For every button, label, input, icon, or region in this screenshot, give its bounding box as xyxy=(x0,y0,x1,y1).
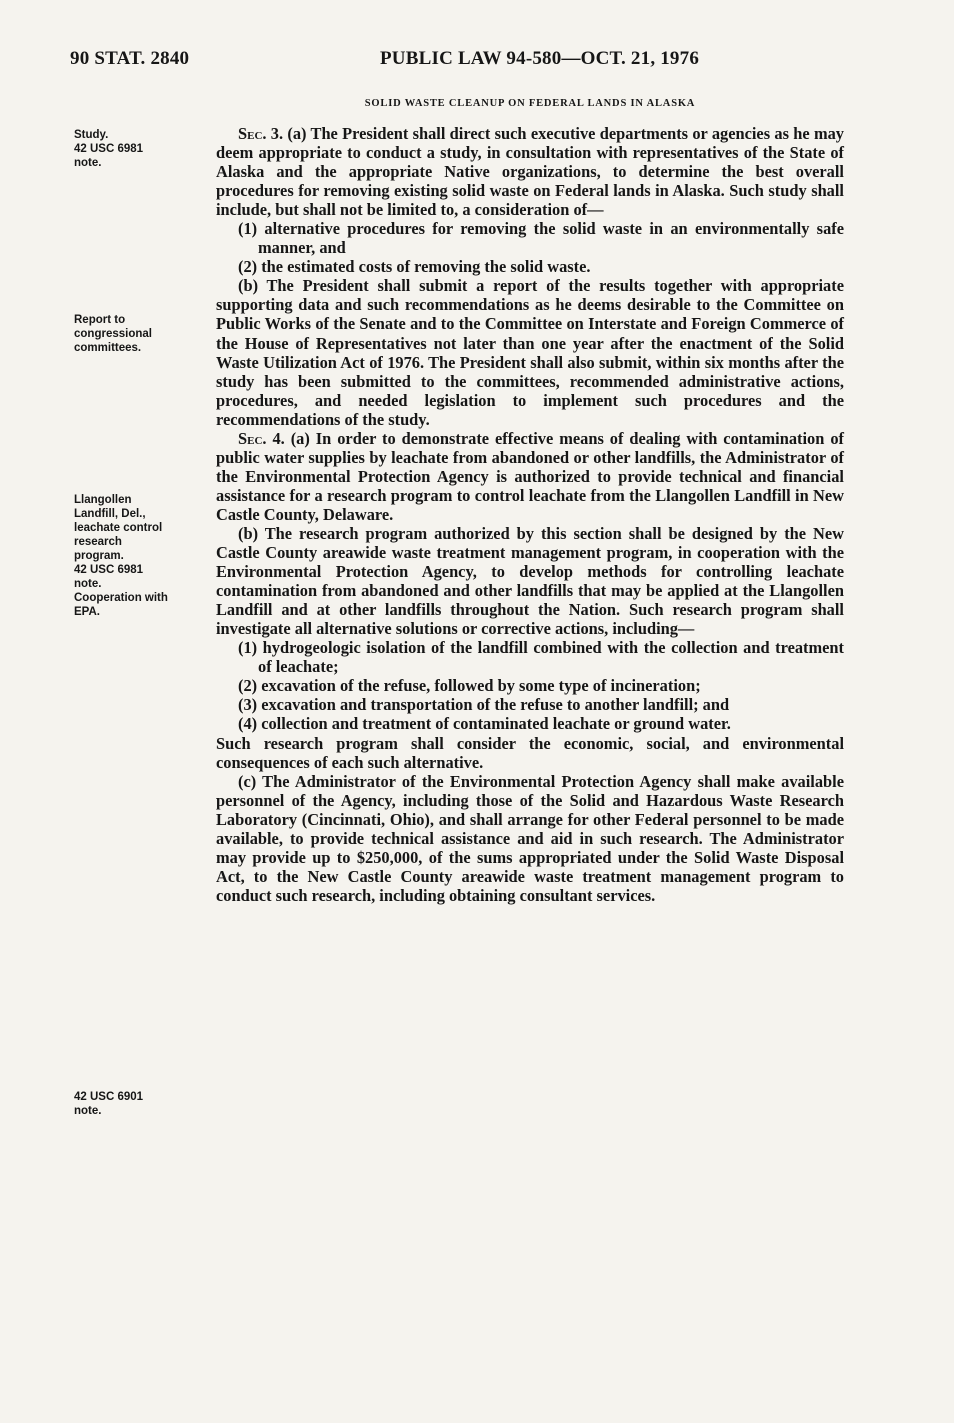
margin-note-line: note. xyxy=(74,578,102,590)
margin-note-usc-6901 xyxy=(74,1090,214,1118)
document-body xyxy=(216,124,844,905)
margin-note-line: 42 USC 6981 xyxy=(74,143,144,155)
margin-note-line: committees. xyxy=(74,342,142,354)
paragraph-text: (a) In order to demonstrate effective means of dealing with contamination of public water supplies by leachate from abandoned or other landfills, the Administrator of the Environmental Protection Agency is authorized to provide technical and financial assistance for a research program to control leachate from the Llangollen Landfill in New Castle County, Delaware. xyxy=(216,428,844,524)
margin-note-line: Cooperation with xyxy=(74,592,168,604)
margin-note-line: EPA. xyxy=(74,606,100,618)
margin-note-line: research xyxy=(74,536,122,548)
paragraph-sec3a xyxy=(216,124,844,219)
margin-note-line: Llangollen xyxy=(74,494,132,506)
paragraph-sec4b-tail: Such research program shall consider the economic, social, and environmental consequences of each such alternative. xyxy=(216,733,844,772)
list-item: (1) hydrogeologic isolation of the landfill combined with the collection and treatment of leachate; xyxy=(238,638,844,677)
paragraph-text: (a) The President shall direct such executive departments or agencies as he may deem appropriate to conduct a study, in consultation with representatives of the State of Alaska and the appropriate Native organizations, to determine the best overall procedures for removing existing solid waste on Federal lands in Alaska. Such study shall include, but shall not be limited to, a consideration of— xyxy=(216,124,844,220)
margin-note-llangollen xyxy=(74,493,214,619)
margin-note-line: leachate control xyxy=(74,522,163,534)
paragraph-sec4a xyxy=(216,429,844,524)
margin-note-line: note. xyxy=(74,1105,102,1117)
margin-note-line: congressional xyxy=(74,328,152,340)
margin-note-report xyxy=(74,313,214,355)
list-item: (1) alternative procedures for removing the solid waste in an environmentally safe manner, and xyxy=(238,219,844,258)
margin-note-line: Study. xyxy=(74,129,109,141)
margin-note-study xyxy=(74,128,214,170)
margin-note-line: 42 USC 6901 xyxy=(74,1091,144,1103)
stat-page-number: 90 STAT. 2840 xyxy=(70,48,190,69)
section-label: Sec. 3. xyxy=(238,124,284,143)
margin-note-line: program. xyxy=(74,550,124,562)
list-item: (4) collection and treatment of contaminated leachate or ground water. xyxy=(238,714,731,734)
page-header xyxy=(70,48,930,78)
section-heading: SOLID WASTE CLEANUP ON FEDERAL LANDS IN ALASKA xyxy=(364,98,696,109)
list-item: (3) excavation and transportation of the refuse to another landfill; and xyxy=(238,695,730,715)
paragraph-sec4c: (c) The Administrator of the Environmental Protection Agency shall make available personnel of the Agency, including those of the Solid and Hazardous Waste Research Laboratory (Cincinnati, Ohio), and shall arrange for other Federal personnel to be made available, to provide technical assistance and aid in such research. The Administrator may provide up to $250,000, of the sums appropriated under the Solid Waste Disposal Act, to the New Castle County areawide waste treatment management program to conduct such research, including obtaining consultant services. xyxy=(216,771,844,905)
list-item: (2) excavation of the refuse, followed by some type of incineration; xyxy=(238,676,701,696)
margin-note-line: note. xyxy=(74,157,102,169)
public-law-title: PUBLIC LAW 94-580—OCT. 21, 1976 xyxy=(380,48,700,69)
margin-note-line: Landfill, Del., xyxy=(74,508,146,520)
margin-note-line: 42 USC 6981 xyxy=(74,564,144,576)
paragraph-sec4b: (b) The research program authorized by this section shall be designed by the New Castle County areawide waste treatment management program, in cooperation with the Environmental Protection Agency, to develop methods for controlling leachate contamination from abandoned and other landfills that may be applied at the Llangollen Landfill and at other landfills throughout the Nation. Such research program shall investigate all alternative solutions or corrective actions, including— xyxy=(216,523,844,639)
paragraph-sec3b: (b) The President shall submit a report of the results together with appropriate supporting data and such recommendations as he deems desirable to the Committee on Public Works of the Senate and to the Committee on Interstate and Foreign Commerce of the House of Representatives not later than one year after the enactment of the Solid Waste Utilization Act of 1976. The President shall also submit, within six months after the study has been submitted to the committees, recommended administrative actions, procedures, and needed legislation to implement such procedures and the recommendations of the study. xyxy=(216,276,844,429)
section-label: Sec. 4. xyxy=(238,428,285,448)
list-item: (2) the estimated costs of removing the solid waste. xyxy=(238,257,591,277)
margin-note-line: Report to xyxy=(74,314,126,326)
